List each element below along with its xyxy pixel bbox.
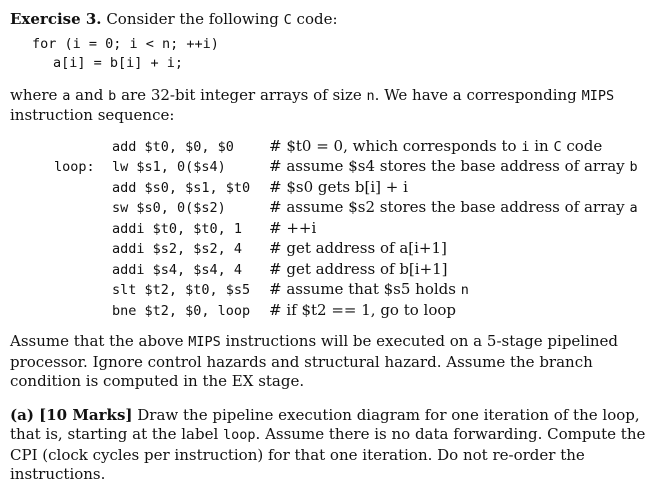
exercise-lang: C [283,12,292,28]
assembly-instruction: add $t0, $0, $0 [112,138,234,155]
exercise-intro-end: code: [296,10,338,28]
assembly-label [54,178,112,199]
assembly-label [54,137,112,158]
exercise-label: Exercise 3. [10,10,102,28]
exercise-heading [10,10,649,31]
assembly-row [54,239,638,260]
assembly-row [54,260,638,281]
part-a-label: (a) [10 Marks] [10,405,133,424]
assembly-row [54,198,638,219]
assembly-comment: # assume $s2 stores the base address of array a [269,198,638,216]
part-a-paragraph: (a) [10 Marks] Draw the pipeline execution diagram for one iteration of the loop, that is, starting at the label loop. Assume there is no data forwarding. Compute the CPI (clock cycles per instruction) for that one iteration. Do not re-order the instructions. [10,405,646,483]
assembly-comment: # assume that $s5 holds n [269,280,469,298]
exercise-intro: Consider the following [106,10,279,28]
assembly-comment: # get address of a[i+1] [269,239,447,257]
assembly-label [54,219,112,240]
assembly-listing [54,137,638,322]
assembly-row [54,219,638,240]
assembly-row [54,178,638,199]
assembly-row [54,301,638,322]
assembly-label [54,301,112,322]
assembly-row [54,280,638,301]
assembly-instruction: add $s0, $s1, $t0 [112,179,251,196]
assembly-comment: # ++i [269,218,317,237]
c-code-line: for (i = 0; i < n; ++i) [32,35,219,52]
c-code-line: a[i] = b[i] + i; [53,55,184,71]
assembly-label [54,198,112,219]
assembly-label [54,280,112,301]
assembly-label: loop: [54,159,95,175]
assembly-instruction: lw $s1, 0($s4) [112,159,226,175]
assembly-instruction: sw $s0, 0($s2) [112,200,226,216]
assembly-comment: # $t0 = 0, which corresponds to i in C code [269,136,603,155]
assembly-instruction: addi $s4, $s4, 4 [112,261,243,278]
assume-paragraph: Assume that the above MIPS instructions will be executed on a 5-stage pipelined processor. Ignore control hazards and structural hazard. Assume the branch condition is computed in the EX stage. [10,332,619,390]
assembly-instruction: addi $t0, $t0, 1 [112,220,243,237]
assembly-instruction: slt $t2, $t0, $s5 [112,282,251,298]
assembly-label [54,260,112,281]
assembly-comment: # get address of b[i+1] [269,259,448,278]
assembly-comment: # $s0 gets b[i] + i [269,177,408,196]
assembly-instruction: bne $t2, $0, loop [112,302,251,319]
assembly-instruction: addi $s2, $s2, 4 [112,241,243,257]
assembly-row [54,137,638,158]
where-paragraph: where a and b are 32-bit integer arrays of size n. We have a corresponding MIPS instruction sequence: [10,85,615,124]
assembly-comment: # if $t2 == 1, go to loop [269,300,457,319]
assembly-comment: # assume $s4 stores the base address of array b [269,157,638,175]
assembly-row [54,157,638,178]
c-code-block [32,35,649,74]
assembly-label [54,239,112,260]
